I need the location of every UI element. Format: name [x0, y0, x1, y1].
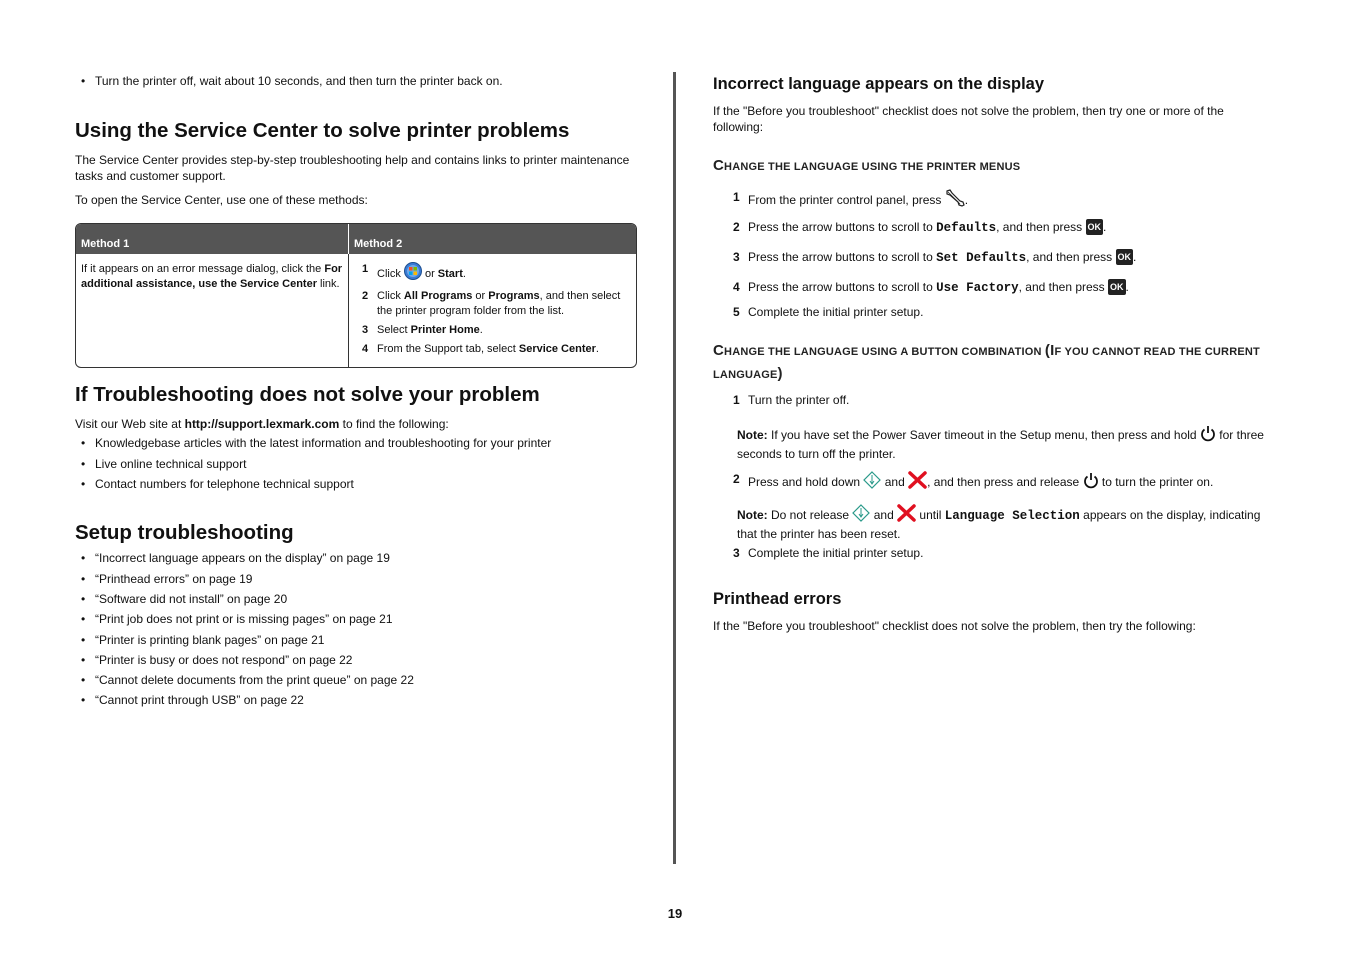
note-text: Do not release: [767, 508, 853, 522]
method-step: [354, 262, 631, 285]
step-text: Click: [377, 290, 404, 302]
paragraph-text: Visit our Web site at: [75, 417, 185, 431]
step-text: , and then press: [1018, 280, 1108, 294]
step-number: 3: [362, 324, 369, 336]
step-text: Complete the initial printer setup.: [748, 546, 924, 560]
toc-link[interactable]: • “Cannot print through USB” on page 22: [75, 693, 304, 708]
step-text: , and then press: [996, 220, 1086, 234]
step-text: , and then press and release: [927, 475, 1083, 489]
cell-text: link.: [316, 278, 340, 290]
note-label: Note:: [737, 508, 768, 522]
table-header: Method 2: [348, 224, 636, 254]
note-text: and: [870, 508, 898, 522]
toc-link[interactable]: • “Incorrect language appears on the display” on page 19: [75, 551, 390, 566]
toc-link[interactable]: • “Printhead errors” on page 19: [75, 572, 252, 587]
step-number: 4: [733, 280, 740, 294]
step-bold-text: Service Center: [518, 343, 596, 355]
subheading-text: F YOU CANNOT READ THE CURRENT: [1054, 346, 1260, 358]
note-text: for three seconds to turn off the printer.: [737, 428, 1264, 461]
step-bold-text: Programs: [488, 290, 540, 302]
methods-table: [75, 223, 637, 368]
paragraph-text: to find the following:: [339, 417, 449, 431]
subheading-button-combination: [713, 340, 1278, 386]
step-number: 3: [733, 546, 740, 560]
menu-value: Set Defaults: [936, 251, 1027, 265]
step-text: or: [472, 290, 489, 302]
note: [737, 425, 1282, 462]
step-text: Press and hold down: [748, 475, 864, 489]
toc-link[interactable]: • “Print job does not print or is missing pages” on page 21: [75, 612, 393, 627]
ok-button-icon: OK: [1108, 279, 1126, 295]
section-title-service-center: Using the Service Center to solve printer problems: [75, 119, 570, 142]
step-number: 1: [733, 393, 740, 407]
step-bold-text: Printer Home: [410, 324, 480, 336]
ok-button-icon: OK: [1086, 219, 1104, 235]
subheading-text: LANGUAGE: [713, 369, 778, 381]
table-cell-method2: [348, 254, 636, 367]
start-diamond-icon: [852, 504, 870, 526]
method-step: [354, 323, 631, 338]
step-text: , and then select the printer program folder from the list.: [377, 290, 621, 317]
paragraph: [75, 416, 449, 432]
note-text: appears on the display, indicating that the printer has been reset.: [737, 508, 1261, 541]
step-number: 2: [362, 290, 369, 302]
toc-link[interactable]: • “Cannot delete documents from the print queue” on page 22: [75, 673, 414, 688]
step-text: .: [1125, 280, 1129, 294]
table-header: Method 1: [76, 224, 348, 254]
support-link[interactable]: http://support.lexmark.com: [184, 417, 340, 431]
step-number: 5: [733, 305, 740, 319]
step-number: 4: [362, 343, 369, 355]
step-text: Press the arrow buttons to scroll to: [748, 250, 937, 264]
section-title-printhead: Printhead errors: [713, 590, 842, 608]
step-text: to turn the printer on.: [1098, 475, 1214, 489]
step-text: .: [1133, 250, 1137, 264]
step-text: Select: [377, 324, 411, 336]
menu-value: Defaults: [936, 221, 997, 235]
page-number: 19: [667, 906, 683, 921]
column-divider: [673, 72, 676, 864]
subheading-printer-menus: [713, 155, 1020, 178]
power-icon: [1200, 425, 1216, 446]
step-number: 2: [733, 220, 740, 234]
list-item: • Contact numbers for telephone technical support: [75, 477, 354, 492]
paragraph: If the "Before you troubleshoot" checklist does not solve the problem, then try the following:: [713, 619, 1196, 633]
subheading-text: HANGE THE LANGUAGE USING THE PRINTER MENUS: [724, 161, 1021, 173]
method-step: [354, 289, 631, 319]
note-text: until: [916, 508, 945, 522]
step-text: .: [462, 268, 466, 280]
wrench-icon: [945, 189, 965, 211]
step-bold-text: Start: [437, 268, 463, 280]
toc-link[interactable]: • “Printer is busy or does not respond” on page 22: [75, 653, 352, 668]
cancel-x-icon: [897, 504, 916, 526]
step-text: or: [421, 268, 438, 280]
step-number: 1: [362, 263, 369, 275]
step-number: 3: [733, 250, 740, 264]
section-title-setup: Setup troubleshooting: [75, 521, 294, 544]
subheading-cap: (I: [1044, 342, 1055, 359]
ok-button-icon: OK: [1116, 249, 1134, 265]
step-text: From the printer control panel, press: [748, 193, 945, 207]
step-text: Turn the printer off.: [748, 393, 850, 407]
paragraph: If the "Before you troubleshoot" checklist does not solve the problem, then try one or more of the following:: [713, 104, 1224, 134]
list-item: • Turn the printer off, wait about 10 seconds, and then turn the printer back on.: [75, 74, 503, 89]
table-cell-method1: [76, 254, 348, 367]
toc-link[interactable]: • “Software did not install” on page 20: [75, 592, 287, 607]
step-text: Complete the initial printer setup.: [748, 305, 924, 319]
list-item: • Knowledgebase articles with the latest information and troubleshooting for your printer: [75, 436, 551, 451]
paragraph: The Service Center provides step-by-step troubleshooting help and contains links to printer maintenance tasks and customer support.: [75, 153, 630, 183]
subheading-cap: C: [713, 157, 725, 174]
step-text: Click: [377, 268, 404, 280]
step-text: , and then press: [1026, 250, 1116, 264]
list-item: • Live online technical support: [75, 457, 246, 472]
step-text: .: [964, 193, 969, 207]
paragraph: To open the Service Center, use one of these methods:: [75, 193, 368, 207]
cell-bold-text: For additional assistance, use the Service Center: [81, 263, 343, 290]
step-text: Press the arrow buttons to scroll to: [748, 280, 937, 294]
note-label: Note:: [737, 428, 768, 442]
toc-link[interactable]: • “Printer is printing blank pages” on page 21: [75, 633, 324, 648]
step-text: .: [479, 324, 483, 336]
method-step: [354, 342, 631, 357]
step-text: .: [595, 343, 599, 355]
step-text: Press the arrow buttons to scroll to: [748, 220, 937, 234]
windows-start-icon: [404, 262, 422, 285]
step-number: 2: [733, 472, 740, 486]
section-title-incorrect-language: Incorrect language appears on the display: [713, 75, 1045, 93]
cell-text: If it appears on an error message dialog, click the: [81, 263, 325, 275]
subheading-cap: C: [713, 342, 725, 359]
step-number: 1: [733, 190, 740, 204]
power-icon: [1083, 472, 1099, 493]
step-text: .: [1103, 220, 1107, 234]
note: [737, 504, 1282, 542]
subheading-text: HANGE THE LANGUAGE USING A BUTTON COMBINATION: [724, 346, 1045, 358]
step-text: From the Support tab, select: [377, 343, 519, 355]
menu-value: Language Selection: [944, 509, 1080, 523]
note-text: If you have set the Power Saver timeout in the Setup menu, then press and hold: [767, 428, 1200, 442]
step-bold-text: All Programs: [403, 290, 473, 302]
menu-value: Use Factory: [936, 281, 1019, 295]
section-title-not-solve: If Troubleshooting does not solve your problem: [75, 383, 540, 406]
step-text: and: [881, 475, 909, 489]
start-diamond-icon: [863, 471, 881, 493]
subheading-cap: ): [777, 365, 783, 382]
cancel-x-icon: [908, 471, 927, 493]
